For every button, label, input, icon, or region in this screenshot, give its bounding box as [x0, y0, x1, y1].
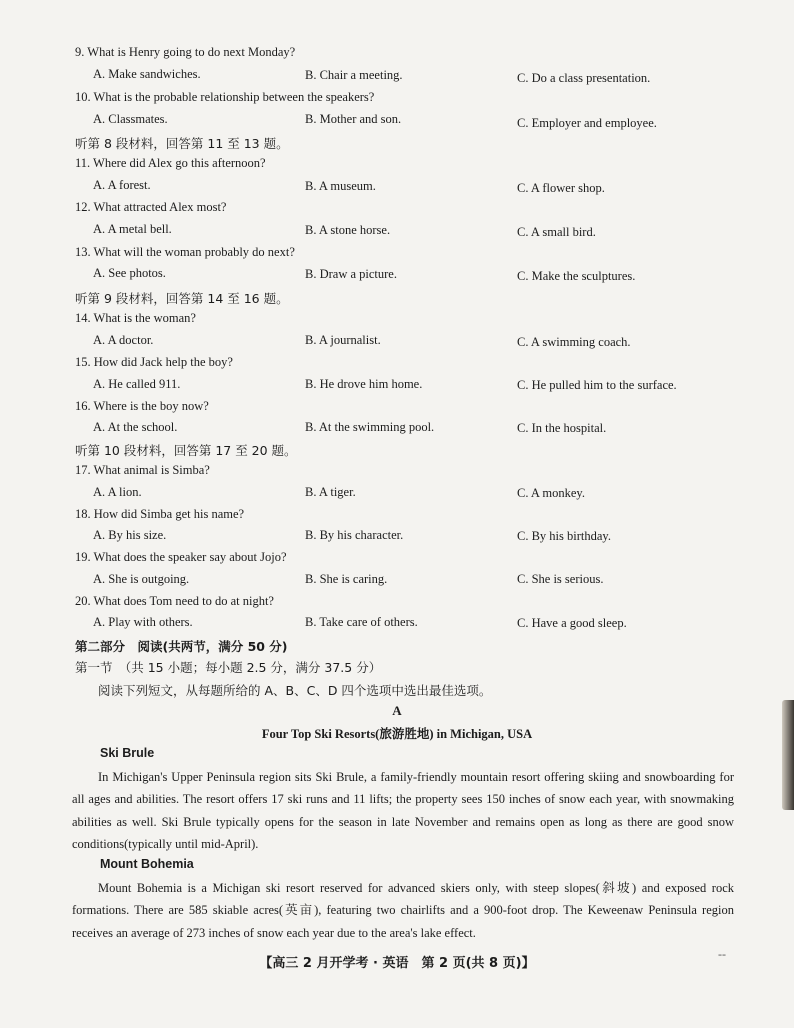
question-17: 17. What animal is Simba? — [75, 463, 210, 477]
question-10: 10. What is the probable relationship between the speakers? — [75, 90, 375, 104]
q19-option-a: A. She is outgoing. — [93, 572, 190, 586]
part-two-heading: 第二部分 阅读(共两节，满分 50 分) — [75, 639, 288, 654]
q15-option-a: A. He called 911. — [93, 377, 181, 391]
passage-title: Four Top Ski Resorts(旅游胜地) in Michigan, USA — [261, 727, 533, 741]
passage-letter: A — [392, 703, 402, 718]
q18-option-c: C. By his birthday. — [517, 529, 611, 543]
question-16: 16. Where is the boy now? — [75, 399, 209, 413]
q18-option-b: B. By his character. — [305, 528, 404, 542]
q15-option-c: C. He pulled him to the surface. — [517, 378, 677, 392]
question-18: 18. How did Simba get his name? — [75, 507, 245, 521]
question-19: 19. What does the speaker say about Jojo? — [75, 550, 287, 564]
q19-option-b: B. She is caring. — [305, 572, 388, 586]
resort-paragraph-ski-brule: In Michigan's Upper Peninsula region sits Ski Brule, a family-friendly mountain resort offering skiing and snowboarding for all ages and abilities. The resort offers 17 ski runs and 11 lifts; the property sees 150 inches of snow each year, with snowmaking abilities as well. Ski Brule typically opens for the season in late November and remains open as long as there are good snow conditions(typically until mid-April). — [72, 770, 734, 851]
q13-option-a: A. See photos. — [93, 266, 166, 280]
resort-paragraph-mount-bohemia: Mount Bohemia is a Michigan ski resort reserved for advanced skiers only, with steep slopes(斜坡) and exposed rock formations. There are 585 skiable acres(英亩), featuring two chairlifts and a 900-foot drop. The Keweenaw Peninsula region receives an average of 273 inches of snow each year due to the area's lake effect. — [72, 881, 734, 940]
q16-option-a: A. At the school. — [93, 420, 178, 434]
q18-option-a: A. By his size. — [93, 528, 167, 542]
q17-option-b: B. A tiger. — [305, 485, 356, 499]
q20-option-a: A. Play with others. — [93, 615, 193, 629]
q15-option-b: B. He drove him home. — [305, 377, 423, 391]
q14-option-b: B. A journalist. — [305, 333, 381, 347]
q11-option-c: C. A flower shop. — [517, 181, 605, 195]
q11-option-a: A. A forest. — [93, 178, 151, 192]
q10-option-a: A. Classmates. — [93, 112, 168, 126]
segment-8-instruction: 听第 8 段材料，回答第 11 至 13 题。 — [75, 136, 289, 151]
q17-option-a: A. A lion. — [93, 485, 142, 499]
q11-option-b: B. A museum. — [305, 179, 376, 193]
segment-10-instruction: 听第 10 段材料，回答第 17 至 20 题。 — [75, 443, 297, 458]
q13-option-c: C. Make the sculptures. — [517, 269, 636, 283]
question-13: 13. What will the woman probably do next? — [75, 245, 295, 259]
q20-option-c: C. Have a good sleep. — [517, 616, 627, 630]
q16-option-c: C. In the hospital. — [517, 421, 607, 435]
q14-option-c: C. A swimming coach. — [517, 335, 631, 349]
question-20: 20. What does Tom need to do at night? — [75, 594, 274, 608]
question-9: 9. What is Henry going to do next Monday? — [75, 45, 296, 59]
q10-option-c: C. Employer and employee. — [517, 116, 657, 130]
page-footer: 【高三 2 月开学考 · 英语 第 2 页(共 8 页)】 — [259, 956, 535, 971]
question-14: 14. What is the woman? — [75, 311, 196, 325]
q14-option-a: A. A doctor. — [93, 333, 154, 347]
q10-option-b: B. Mother and son. — [305, 112, 402, 126]
q9-option-c: C. Do a class presentation. — [517, 71, 651, 85]
q12-option-b: B. A stone horse. — [305, 223, 391, 237]
q12-option-a: A. A metal bell. — [93, 222, 172, 236]
resort-heading-mount-bohemia: Mount Bohemia — [100, 857, 194, 871]
corner-marks: -- — [718, 947, 726, 961]
scan-edge-shadow — [782, 700, 794, 810]
question-12: 12. What attracted Alex most? — [75, 200, 227, 214]
reading-instruction: 阅读下列短文，从每题所给的 A、B、C、D 四个选项中选出最佳选项。 — [98, 683, 492, 698]
q12-option-c: C. A small bird. — [517, 225, 596, 239]
q9-option-b: B. Chair a meeting. — [305, 68, 403, 82]
question-11: 11. Where did Alex go this afternoon? — [75, 156, 266, 170]
q9-option-a: A. Make sandwiches. — [93, 67, 201, 81]
q19-option-c: C. She is serious. — [517, 572, 604, 586]
q17-option-c: C. A monkey. — [517, 486, 585, 500]
section-one-heading: 第一节 （共 15 小题；每小题 2.5 分，满分 37.5 分） — [75, 660, 382, 675]
q16-option-b: B. At the swimming pool. — [305, 420, 435, 434]
resort-heading-ski-brule: Ski Brule — [100, 746, 155, 760]
question-15: 15. How did Jack help the boy? — [75, 355, 233, 369]
segment-9-instruction: 听第 9 段材料，回答第 14 至 16 题。 — [75, 291, 289, 306]
q13-option-b: B. Draw a picture. — [305, 267, 397, 281]
q20-option-b: B. Take care of others. — [305, 615, 418, 629]
